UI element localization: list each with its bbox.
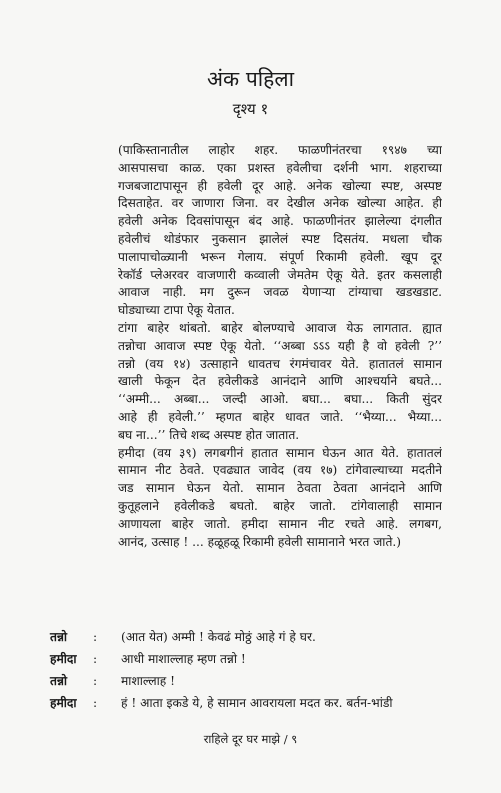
speaker-colon: : [93,674,98,688]
stage-direction-line: आहे ही हवेली.’’ म्हणत बाहेर धावत जाते. ‘‘भैय्या... भैय्या... [118,409,442,424]
dialogue-line: माशाल्लाह ! [121,674,176,688]
dialogue-line: हं ! आता इकडे ये, हे सामान आवरायला मदत कर. बर्तन-भांडी [121,696,393,710]
dialogue-row [50,693,450,715]
stage-direction-line: बघ ना...’’ तिचे शब्द अस्पष्ट होत जातात. [118,427,300,442]
dialogue-block [50,627,450,715]
stage-direction-line: गजबजाटापासून ही हवेली दूर आहे. अनेक खोल्या स्पष्ट, अस्पष्ट [118,178,442,193]
speaker-name: हमीदा [50,696,77,710]
stage-direction-line: (पाकिस्तानातील लाहोर शहर. फाळणीनंतरचा १९४७ च्या [118,143,442,157]
act-title: अंक पहिला [206,67,295,91]
stage-direction-line: हवेली अनेक दिवसांपासून बंद आहे. फाळणीनंतर झालेल्या दंगलीत [118,214,442,229]
stage-direction-line: कुतूहलाने हवेलीकडे बघतो. बाहेर जातो. टांगेवालाही सामान [118,498,442,513]
stage-direction-line: हवेलीचं थोडंफार नुकसान झालेलं स्पष्ट दिसतंय. मधला चौक [118,231,442,246]
stage-direction-line: जड सामान घेऊन येतो. सामान ठेवता ठेवता आनंदाने आणि [118,481,442,496]
stage-direction-line: तन्नो (वय १४) उत्साहाने धावतच रंगमंचावर येते. हातातलं सामान [118,356,442,371]
dialogue-line: (आत येत) अम्मी ! केवढं मोठ्ठं आहे गं हे घर. [121,630,316,644]
stage-direction-line: हमीदा (वय ३९) लगबगीनं हातात सामान घेऊन आत येते. हातातलं [118,445,442,460]
stage-direction-line: आवाज नाही. मग दुरून जवळ येणाऱ्या टांग्याचा खडखडाट. [118,285,442,300]
speaker-colon: : [93,696,98,710]
stage-direction-line: सामान नीट ठेवते. एवढ्यात जावेद (वय १७) टांगेवाल्याच्या मदतीने [118,463,442,478]
dialogue-row [50,627,450,649]
speaker-colon: : [93,652,98,666]
stage-direction-line: पालापाचोळ्यानी भरून गेलाय. संपूर्ण रिकामी हवेली. खूप दूर [118,249,442,264]
stage-direction-paragraph [118,142,442,551]
stage-direction-line: घोड्याच्या टापा ऐकू येतात. [118,303,235,318]
stage-direction-line: रेकॉर्ड प्लेअरवर वाजणारी कव्वाली जेमतेम ऐकू येते. इतर कसलाही [118,267,442,282]
dialogue-row [50,649,450,671]
stage-direction-line: आणायला बाहेर जातो. हमीदा सामान नीट रचते आहे. लगबग, [118,516,442,531]
speaker-name: तन्नो [50,674,68,688]
page-footer: राहिले दूर घर माझे / ९ [203,732,298,746]
scene-subtitle: दृश्य १ [232,100,269,118]
speaker-name: हमीदा [50,652,77,666]
dialogue-row [50,671,450,693]
stage-direction-line: तन्नोचा आवाज स्पष्ट ऐकू येतो. ‘‘अब्बा ऽऽऽ यही है वो हवेली ?’’ [118,338,442,353]
stage-direction-line: खाली फेकून देत हवेलीकडे आनंदाने आणि आश्चर्याने बघते... [118,374,442,389]
stage-direction-line: आसपासचा काळ. एका प्रशस्त हवेलीचा दर्शनी भाग. शहराच्या [118,160,442,175]
dialogue-line: आधी माशाल्लाह म्हण तन्नो ! [121,652,246,666]
stage-direction-line: ‘‘अम्मी... अब्बा... जल्दी आओ. बघा... बघा... किती सुंदर [118,392,442,407]
stage-direction-line: आनंद, उत्साह ! ... हळूहळू रिकामी हवेली सामानाने भरत जाते.) [118,534,402,549]
speaker-name: तन्नो [50,630,68,644]
stage-direction-line: दिसताहेत. वर जाणारा जिना. वर देखील अनेक खोल्या आहेत. ही [118,196,442,211]
stage-direction-line: टांगा बाहेर थांबतो. बाहेर बोलण्याचे आवाज येऊ लागतात. ह्यात [118,320,442,335]
speaker-colon: : [93,630,98,644]
